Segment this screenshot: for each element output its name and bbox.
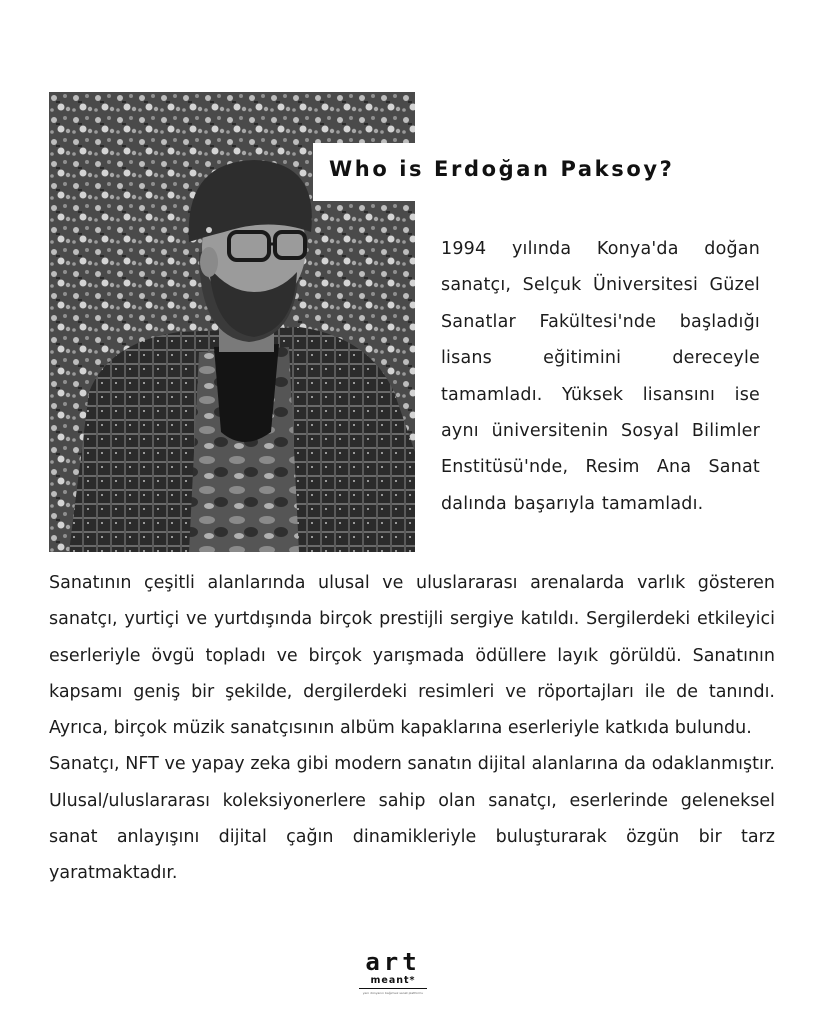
logo-divider [359,988,427,989]
body-paragraph: Sanatçı, NFT ve yapay zeka gibi modern sanatın dijital alanlarına da odaklanmıştır. Ulusal/uluslararası koleksiyonerlere sahip olan sanatçı, eserlerinde geleneksel sanat anlayışını dijital çağın dinamikleriyle buluşturarak özgün bir tarz yaratmaktadır. [49,754,775,884]
intro-paragraph: 1994 yılında Konya'da doğan sanatçı, Selçuk Üniversitesi Güzel Sanatlar Fakültesi'nde başladığı lisans eğitimini dereceyle tamamladı. Yüksek lisansını ise aynı üniversitenin Sosyal Bilimler Enstitüsü'nde, Resim Ana Sanat dalında başarıyla tamamladı. [441,239,760,514]
artmeant-logo [355,950,431,1006]
logo-tagline: yeni dünyanın bağımsız sanat platformu [362,991,424,995]
page-title: Who is Erdoğan Paksoy? [329,157,675,181]
logo-wordmark: art [365,948,421,976]
logo-subtext: meant* [370,975,416,986]
title-box [313,143,705,201]
body-paragraph: Sanatının çeşitli alanlarında ulusal ve uluslararası arenalarda varlık gösteren sanatçı, yurtiçi ve yurtdışında birçok prestijli sergiye katıldı. Sergilerdeki etkileyici eserleriyle övgü topladı ve birçok yarışmada ödüllere layık görüldü. Sanatının kapsamı geniş bir şekilde, dergilerdeki resimleri ve röportajları ile de tanındı. Ayrıca, birçok müzik sanatçısının albüm kapaklarına eserleriyle katkıda bulundu. [49,573,775,739]
biography-body [49,565,775,892]
